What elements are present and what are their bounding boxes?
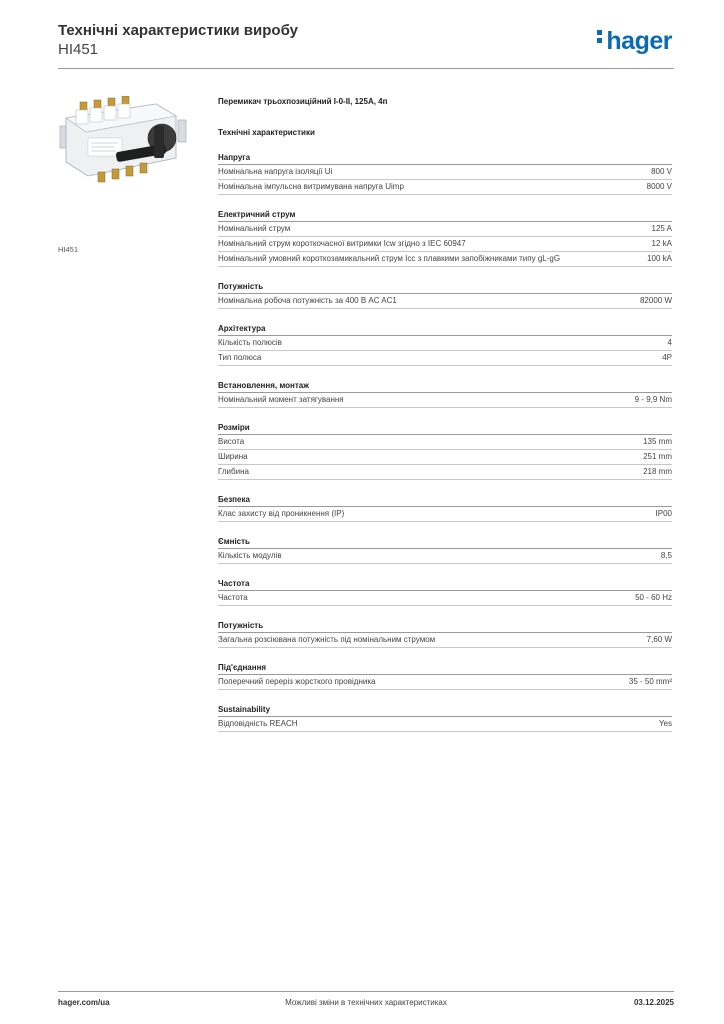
spec-value: 50 - 60 Hz: [635, 593, 672, 602]
spec-group: [218, 578, 672, 606]
product-image: [58, 96, 198, 186]
spec-value: IP00: [655, 509, 672, 518]
spec-label: Загальна розсіювана потужність під номінальним струмом: [218, 635, 436, 644]
spec-value: 8,5: [660, 551, 672, 560]
spec-group: [218, 380, 672, 408]
spec-value: 7,60 W: [646, 635, 672, 644]
footer-date: 03.12.2025: [633, 998, 674, 1007]
spec-row: [218, 252, 672, 267]
spec-value: 82000 W: [639, 296, 672, 305]
image-caption: HI451: [58, 245, 79, 254]
spec-group-title: Ємність: [218, 536, 672, 549]
spec-row: [218, 336, 672, 351]
brand-logo: [597, 27, 672, 55]
spec-value: 9 - 9,9 Nm: [634, 395, 672, 404]
spec-label: Кількість модулів: [218, 551, 282, 560]
product-code: HI451: [58, 41, 99, 58]
spec-group: [218, 209, 672, 267]
spec-group: [218, 281, 672, 309]
spec-group: [218, 494, 672, 522]
spec-label: Відповідність REACH: [218, 719, 298, 728]
spec-group: [218, 662, 672, 690]
spec-group-title: Архітектура: [218, 323, 672, 336]
spec-value: 4P: [662, 353, 672, 362]
spec-value: 135 mm: [643, 437, 672, 446]
specifications-heading: Технічні характеристики: [218, 128, 315, 137]
spec-label: Номінальна напруга ізоляції Ui: [218, 167, 333, 176]
spec-label: Ширина: [218, 452, 248, 461]
spec-value: 12 kA: [651, 239, 672, 248]
spec-group: [218, 323, 672, 366]
spec-value: 100 kA: [647, 254, 672, 263]
logo-dots-icon: [597, 30, 603, 46]
page-header: [58, 22, 674, 68]
spec-row: [218, 675, 672, 690]
spec-value: 125 A: [651, 224, 672, 233]
spec-row: [218, 450, 672, 465]
spec-label: Тип полюса: [218, 353, 262, 362]
spec-row: [218, 237, 672, 252]
spec-row: [218, 393, 672, 408]
specification-groups: [218, 152, 672, 732]
spec-row: [218, 591, 672, 606]
spec-row: [218, 549, 672, 564]
document-title: Технічні характеристики виробу: [58, 22, 298, 39]
spec-label: Висота: [218, 437, 245, 446]
spec-group-title: Безпека: [218, 494, 672, 507]
spec-row: [218, 222, 672, 237]
spec-group: [218, 422, 672, 480]
spec-group-title: Частота: [218, 578, 672, 591]
spec-row: [218, 435, 672, 450]
spec-label: Номінальний струм: [218, 224, 291, 233]
spec-group-title: Потужність: [218, 281, 672, 294]
product-name: Перемикач трьохпозиційний I-0-II, 125A, 4п: [218, 97, 388, 106]
spec-group-title: Електричний струм: [218, 209, 672, 222]
spec-row: [218, 465, 672, 480]
spec-row: [218, 633, 672, 648]
footer-note: Можливі зміни в технічних характеристиках: [285, 998, 447, 1007]
specifications-section: [218, 97, 672, 732]
spec-label: Кількість полюсів: [218, 338, 282, 347]
spec-group: [218, 152, 672, 195]
spec-group-title: Напруга: [218, 152, 672, 165]
spec-label: Номінальний умовний короткозамикальний струм Icc з плавкими запобіжниками типу gL-gG: [218, 254, 561, 263]
spec-row: [218, 165, 672, 180]
spec-value: 218 mm: [643, 467, 672, 476]
spec-row: [218, 294, 672, 309]
spec-group-title: Потужність: [218, 620, 672, 633]
spec-group-title: Sustainability: [218, 704, 672, 717]
spec-value: Yes: [658, 719, 672, 728]
spec-group-title: Під'єднання: [218, 662, 672, 675]
spec-label: Глибина: [218, 467, 249, 476]
spec-row: [218, 717, 672, 732]
spec-value: 251 mm: [643, 452, 672, 461]
spec-group-title: Встановлення, монтаж: [218, 380, 672, 393]
spec-label: Номінальна імпульсна витримувана напруга Uimp: [218, 182, 404, 191]
spec-label: Поперечний переріз жорсткого провідника: [218, 677, 376, 686]
spec-value: 4: [667, 338, 672, 347]
spec-group: [218, 704, 672, 732]
spec-group-title: Розміри: [218, 422, 672, 435]
spec-row: [218, 507, 672, 522]
spec-value: 35 - 50 mm²: [628, 677, 672, 686]
spec-group: [218, 536, 672, 564]
spec-row: [218, 351, 672, 366]
footer-website: hager.com/ua: [58, 998, 110, 1007]
spec-group: [218, 620, 672, 648]
spec-label: Частота: [218, 593, 248, 602]
spec-value: 8000 V: [646, 182, 672, 191]
spec-label: Клас захисту від проникнення (IP): [218, 509, 345, 518]
spec-value: 800 V: [651, 167, 672, 176]
header-divider: [58, 68, 674, 69]
spec-label: Номінальний струм короткочасної витримки Icw згідно з IEC 60947: [218, 239, 466, 248]
spec-label: Номінальний момент затягування: [218, 395, 344, 404]
spec-row: [218, 180, 672, 195]
logo-text: hager: [606, 27, 672, 55]
spec-label: Номінальна робоча потужність за 400 В AC AC1: [218, 296, 397, 305]
footer-divider: [58, 991, 674, 992]
